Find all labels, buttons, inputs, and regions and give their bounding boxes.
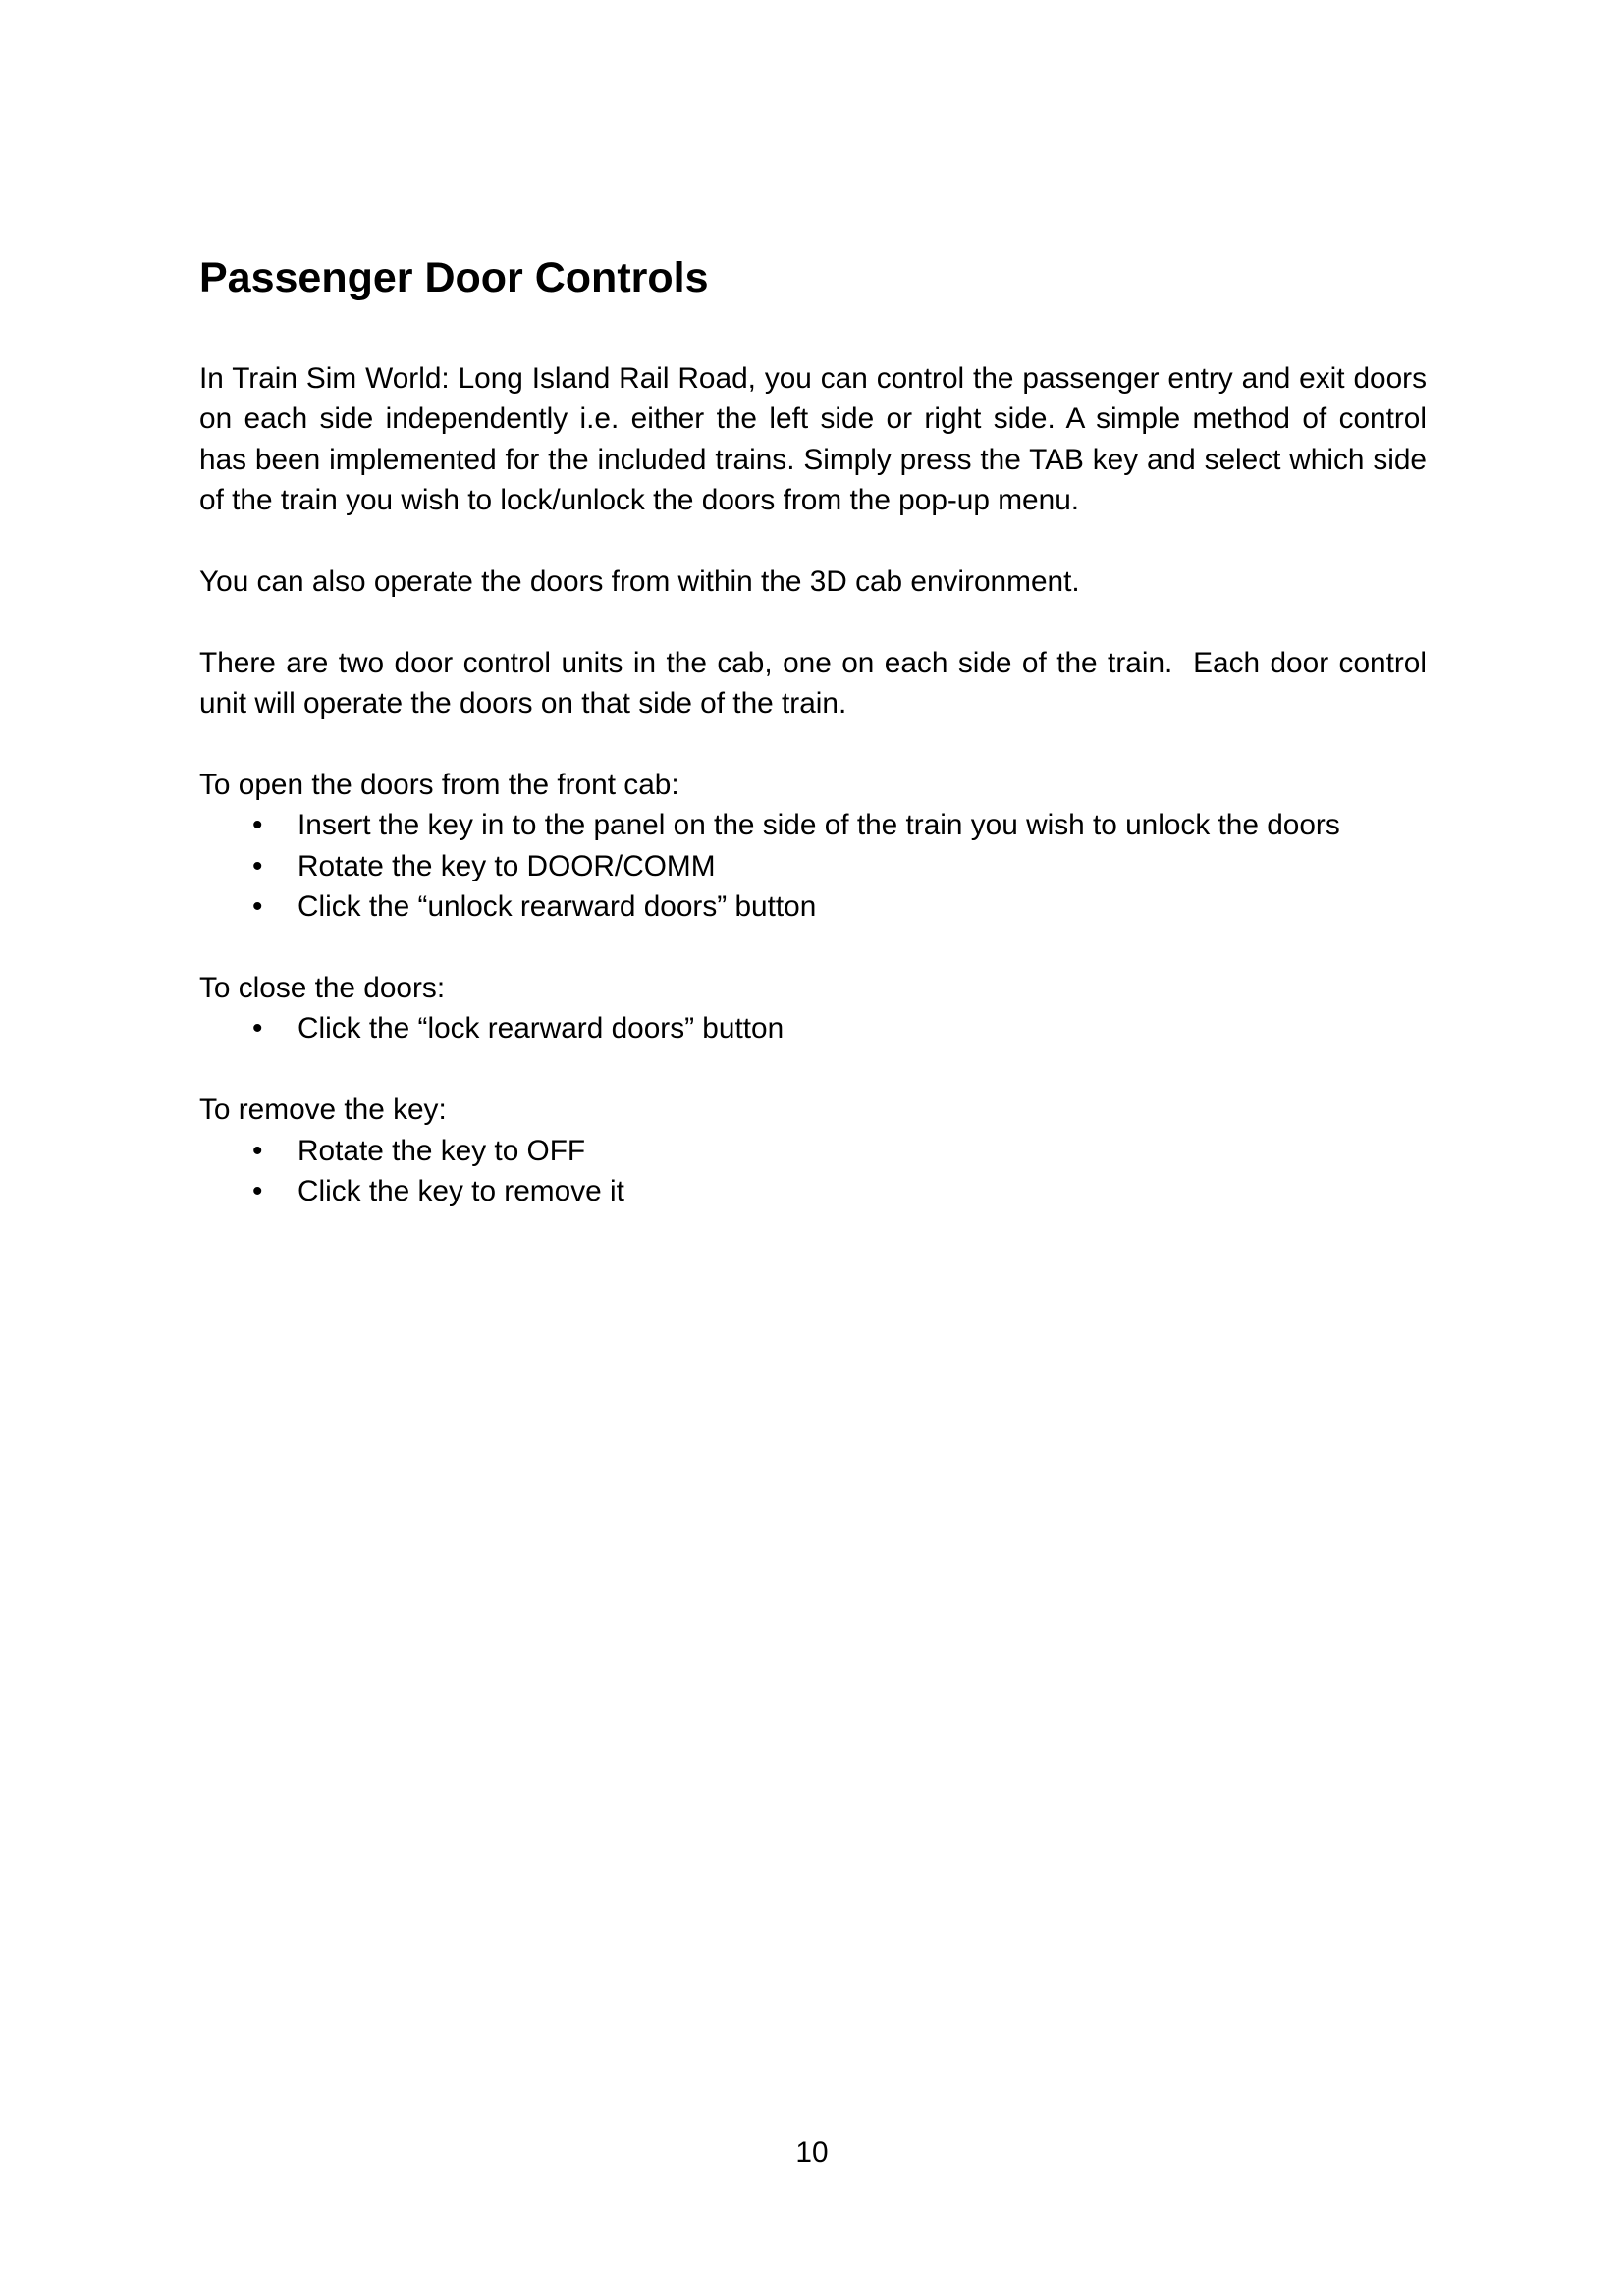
bullet-list <box>199 805 1427 927</box>
bullet-icon: • <box>252 1175 263 1208</box>
text-line: There are two door control units in the cab, one on each side of the train. Each door control <box>199 646 1427 679</box>
text-line: You can also operate the doors from within the 3D cab environment. <box>199 565 1080 599</box>
bullet-text: Click the “lock rearward doors” button <box>298 1012 785 1045</box>
section-close-doors <box>199 968 1427 1049</box>
text-line: on each side independently i.e. either the left side or right side. A simple method of control <box>199 402 1427 436</box>
bullet-text: Rotate the key to DOOR/COMM <box>298 849 716 882</box>
bullet-icon: • <box>252 1012 263 1045</box>
text-line: of the train you wish to lock/unlock the doors from the pop-up menu. <box>199 484 1080 517</box>
page-title: Passenger Door Controls <box>199 254 709 301</box>
paragraph-intro <box>199 358 1427 521</box>
bullet-item <box>199 805 1427 845</box>
section-remove-key <box>199 1090 1427 1211</box>
text-line: has been implemented for the included trains. Simply press the TAB key and select which side <box>199 443 1427 476</box>
bullet-item <box>199 886 1427 927</box>
bullet-item <box>199 1171 1427 1211</box>
section-open-doors <box>199 765 1427 928</box>
bullet-text: Insert the key in to the panel on the side of the train you wish to unlock the doors <box>298 809 1340 842</box>
paragraph-door-units <box>199 643 1427 724</box>
bullet-list <box>199 1131 1427 1212</box>
bullet-icon: • <box>252 849 263 882</box>
text-line: In Train Sim World: Long Island Rail Road, you can control the passenger entry and exit doors <box>199 362 1427 395</box>
section-intro: To remove the key: <box>199 1094 447 1127</box>
bullet-text: Click the key to remove it <box>298 1175 624 1208</box>
bullet-icon: • <box>252 890 263 924</box>
bullet-text: Click the “unlock rearward doors” button <box>298 890 817 924</box>
bullet-icon: • <box>252 1134 263 1167</box>
text-line: unit will operate the doors on that side of the train. <box>199 687 847 721</box>
page-number: 10 <box>795 2136 829 2168</box>
bullet-list <box>199 1008 1427 1048</box>
bullet-text: Rotate the key to OFF <box>298 1134 586 1167</box>
paragraph-3d-cab <box>199 561 1427 602</box>
bullet-item <box>199 1008 1427 1048</box>
bullet-item <box>199 1131 1427 1171</box>
document-content <box>199 253 1427 1253</box>
section-intro: To open the doors from the front cab: <box>199 769 679 802</box>
bullet-item <box>199 846 1427 886</box>
bullet-icon: • <box>252 809 263 842</box>
section-intro: To close the doors: <box>199 972 446 1005</box>
